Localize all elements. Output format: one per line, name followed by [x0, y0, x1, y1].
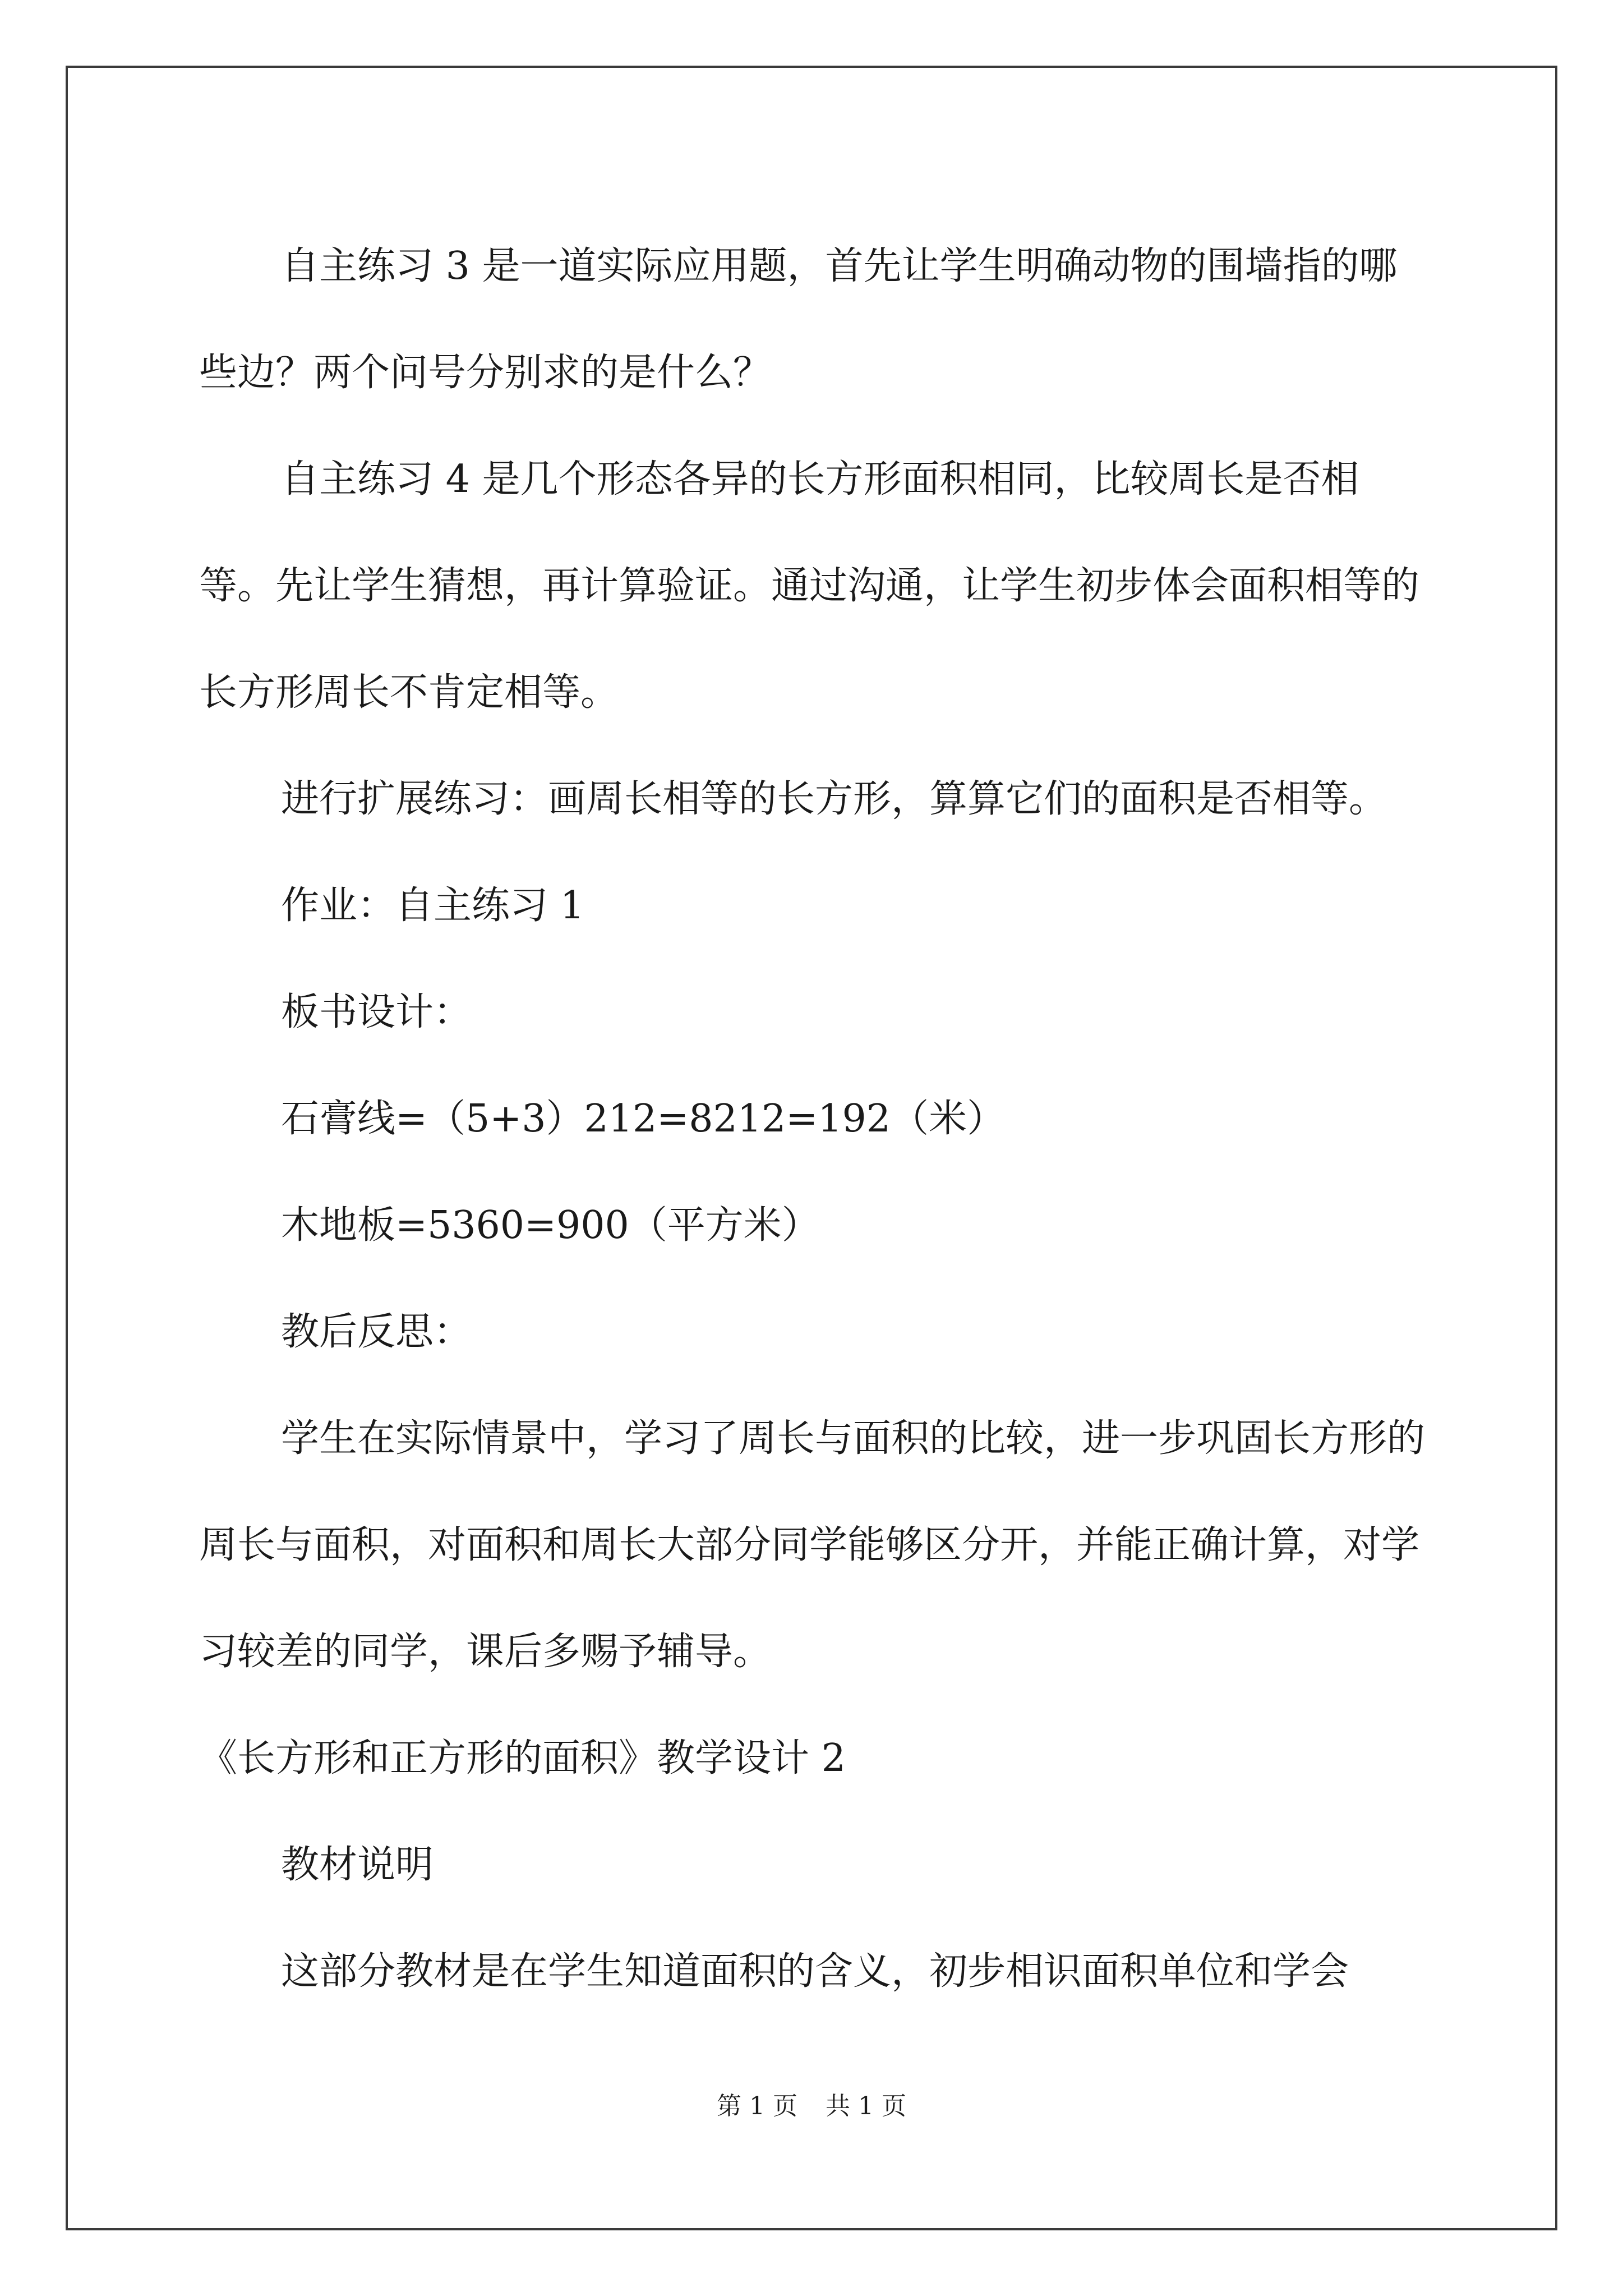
paragraph-formula-1: 石膏线=（5+3）212=8212=192（米）: [281, 1097, 1006, 1141]
paragraph-material-title: 教材说明: [281, 1843, 434, 1887]
paragraph-3: 进行扩展练习：画周长相等的长方形，算算它们的面积是否相等。: [281, 777, 1387, 821]
section-heading: 《长方形和正方形的面积》教学设计 2: [199, 1736, 846, 1780]
document-body: [199, 213, 1433, 2025]
page-number: 第 1 页: [717, 2092, 797, 2120]
paragraph-reflection: 学生在实际情景中，学习了周长与面积的比较，进一步巩固长方形的周长与面积，对面积和周长大部分同学能够区分开，并能正确计算，对学习较差的同学，课后多赐予辅导。: [199, 1416, 1426, 1674]
paragraph-reflection-title: 教后反思：: [281, 1310, 472, 1354]
page-footer: [0, 2086, 1623, 2122]
page-total: 共 1 页: [826, 2092, 906, 2120]
paragraph-2: 自主练习 4 是几个形态各异的长方形面积相同，比较周长是否相等。先让学生猜想，再计算验证。通过沟通，让学生初步体会面积相等的长方形周长不肯定相等。: [199, 457, 1420, 715]
paragraph-1: 自主练习 3 是一道实际应用题，首先让学生明确动物的围墙指的哪些边？两个问号分别求的是什么？: [199, 244, 1398, 395]
paragraph-homework: 作业：自主练习 1: [281, 884, 584, 928]
paragraph-board-design: 板书设计：: [281, 990, 472, 1034]
paragraph-formula-2: 木地板=5360=900（平方米）: [281, 1203, 820, 1248]
paragraph-material: 这部分教材是在学生知道面积的含义，初步相识面积单位和学会: [281, 1949, 1349, 1994]
